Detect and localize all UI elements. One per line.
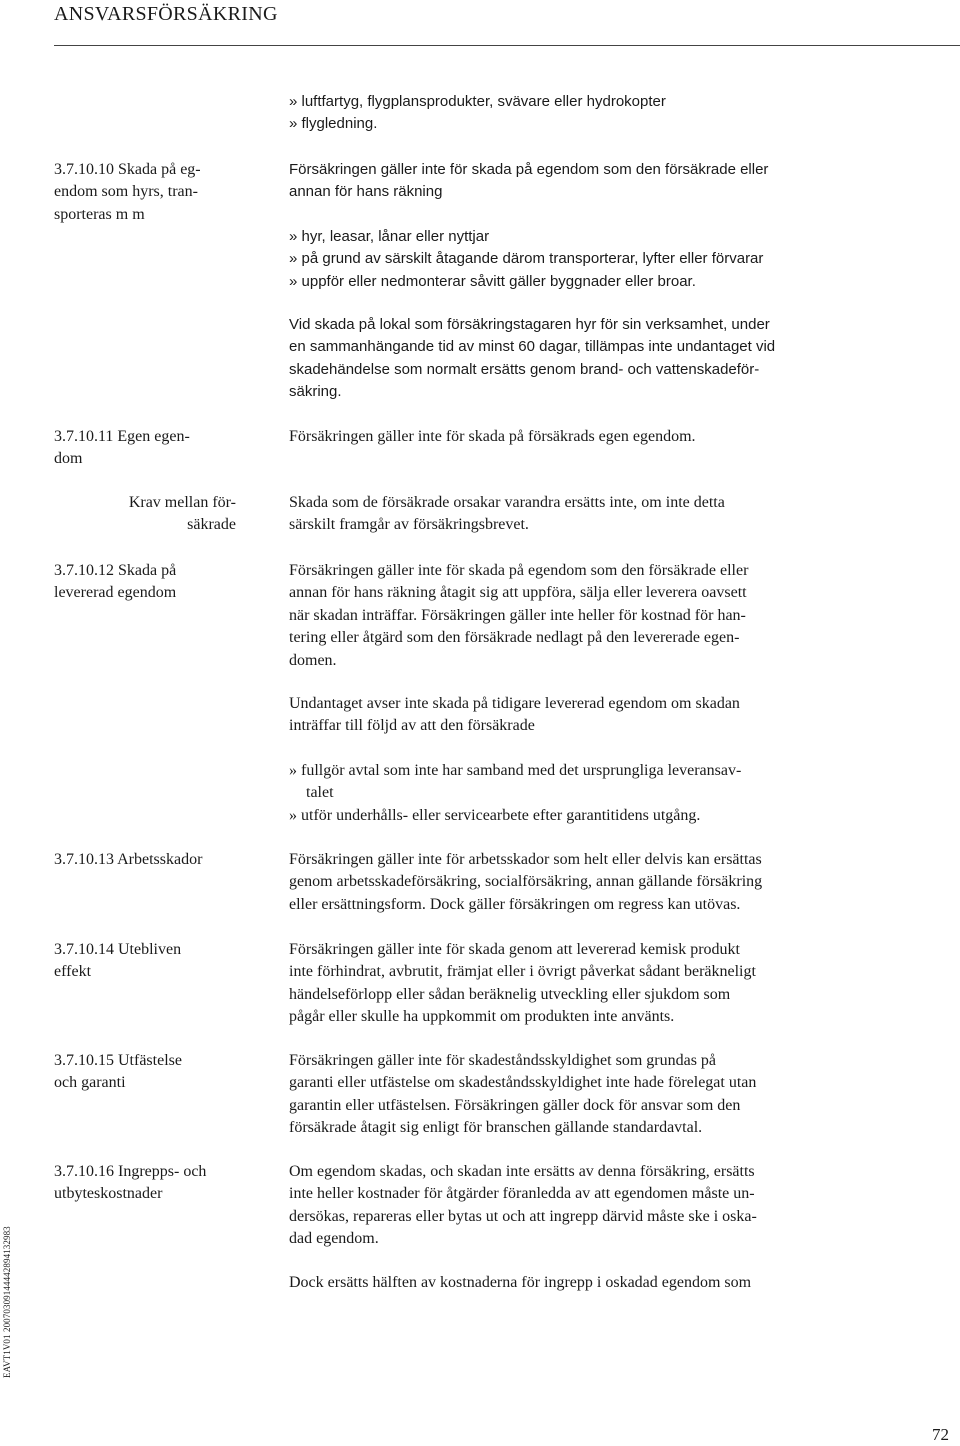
text-line: domen. [289,651,337,669]
heading-line: 3.7.10.12 Skada på [54,562,177,579]
text-line: säkring. [289,383,342,401]
section-3-7-10-12-paragraph [289,560,849,672]
heading-line: utbyteskostnader [54,1185,163,1203]
header-divider [54,45,960,46]
list-item: » uppför eller nedmonterar såvitt gäller byggnader eller broar. [289,272,696,290]
text-line: genom arbetsskadeförsäkring, socialförsäkring, annan gällande försäkring [289,873,763,891]
section-3-7-10-13-paragraph [289,849,849,916]
text-line: inte heller kostnader för åtgärder föranledda av att egendomen måste un- [289,1185,755,1203]
list-item: » fullgör avtal som inte har samband med det ursprungliga leveransav- [289,762,742,779]
section-3-7-10-10-exception-paragraph [289,314,849,404]
text-line: garantin eller utfästelsen. Försäkringen gäller dock för ansvar som den [289,1096,741,1114]
text-line: Försäkringen gäller inte för skadeståndsskyldighet som grundas på [289,1052,717,1069]
section-3-7-10-11-paragraph [289,426,849,448]
section-3-7-10-16-paragraph [289,1161,849,1251]
heading-line: 3.7.10.10 Skada på eg- [54,161,201,178]
heading-line: dom [54,450,83,468]
text-line: händelseförlopp eller sådan beräknelig utveckling eller sjukdom som [289,985,731,1003]
text-line: Vid skada på lokal som försäkringstagaren hyr för sin verksamhet, under [289,316,770,333]
heading-line: säkrade [187,516,236,534]
section-heading-3-7-10-12 [54,560,254,605]
document-code: EAVT1V01 20070309144442894132983 [2,1226,12,1378]
text-line: Skada som de försäkrade orsakar varandra ersätts inte, om inte detta [289,494,725,511]
text-line: när skadan inträffar. Försäkringen gäller inte heller för kostnad för han- [289,606,746,624]
text-line: Om egendom skadas, och skadan inte ersätts av denna försäkring, ersätts [289,1163,755,1180]
text-line: försäkrade åtagit sig enligt för branschen gällande standardavtal. [289,1119,703,1137]
text-line: Dock ersätts hälften av kostnaderna för ingrepp i oskadad egendom som [289,1274,752,1291]
list-item-continuation: talet [306,784,334,802]
heading-line: levererad egendom [54,584,177,602]
text-line: pågår eller skulle ha uppkommit om produkten inte använts. [289,1008,675,1026]
heading-line: Krav mellan för- [128,494,236,511]
text-line: garanti eller utfästelse om skadeståndsskyldighet inte hade förelegat utan [289,1074,757,1092]
section-3-7-10-16-second-paragraph [289,1272,849,1294]
text-line: Undantaget avser inte skada på tidigare levererad egendom om skadan [289,695,740,712]
section-heading-3-7-10-11 [54,426,254,471]
text-line: dersökas, repareras eller bytas ut och att ingrepp därvid måste ske i oska- [289,1207,757,1225]
list-item: » flygledning. [289,115,378,133]
section-3-7-10-12-exception-paragraph [289,693,849,738]
heading-line: endom som hyrs, tran- [54,183,198,201]
section-heading-3-7-10-14 [54,939,254,984]
text-line: annan för hans räkning åtagit sig att uppföra, sälja eller leverera oavsett [289,584,747,602]
section-3-7-10-10-paragraph [289,159,849,204]
section-heading-3-7-10-16 [54,1161,254,1206]
list-item: » på grund av särskilt åtagande därom transporterar, lyfter eller förvarar [289,250,764,268]
heading-line: 3.7.10.16 Ingrepps- och [54,1163,207,1180]
text-line: Försäkringen gäller inte för skada på försäkrads egen egendom. [289,428,696,445]
section-3-7-10-12-bullet-list [289,760,849,827]
text-line: en sammanhängande tid av minst 60 dagar, tillämpas inte undantaget vid [289,338,776,356]
subsection-heading-krav-mellan-forsakrade [54,492,236,537]
heading-line: 3.7.10.15 Utfästelse [54,1052,182,1069]
heading-line: 3.7.10.13 Arbetsskador [54,851,203,868]
text-line: skadehändelse som normalt ersätts genom brand- och vattenskadeför- [289,360,760,378]
text-line: Försäkringen gäller inte för arbetsskador som helt eller delvis kan ersättas [289,851,762,868]
section-3-7-10-14-paragraph [289,939,849,1029]
text-line: annan för hans räkning [289,183,443,201]
section-heading-3-7-10-10 [54,159,254,226]
intro-bullet-list [289,91,849,136]
text-line: eller ersättningsform. Dock gäller försäkringen om regress kan utövas. [289,895,741,913]
list-item: » utför underhålls- eller servicearbete efter garantitidens utgång. [289,806,701,824]
heading-line: och garanti [54,1074,126,1092]
list-item: » hyr, leasar, lånar eller nyttjar [289,228,490,245]
heading-line: 3.7.10.14 Utebliven [54,941,182,958]
subsection-krav-mellan-forsakrade-paragraph [289,492,849,537]
heading-line: sporteras m m [54,205,145,223]
section-3-7-10-15-paragraph [289,1050,849,1140]
text-line: inträffar till följd av att den försäkrade [289,717,535,735]
text-line: inte förhindrat, avbrutit, främjat eller i övrigt påverkat sådant beräkneligt [289,963,756,981]
page-number: 72 [932,1425,949,1444]
text-line: tering eller åtgärd som den försäkrade nedlagt på den levererade egen- [289,629,740,647]
text-line: Försäkringen gäller inte för skada på egendom som den försäkrade eller [289,161,769,178]
text-line: Försäkringen gäller inte för skada genom att levererad kemisk produkt [289,941,740,958]
page-title: ANSVARSFÖRSÄKRING [54,3,278,25]
section-heading-3-7-10-15 [54,1050,254,1095]
section-3-7-10-10-bullet-list [289,226,849,293]
text-line: särskilt framgår av försäkringsbrevet. [289,516,529,534]
text-line: Försäkringen gäller inte för skada på egendom som den försäkrade eller [289,562,749,579]
list-item: » luftfartyg, flygplansprodukter, svävare eller hydrokopter [289,93,666,110]
heading-line: effekt [54,963,92,981]
text-line: dad egendom. [289,1230,379,1248]
heading-line: 3.7.10.11 Egen egen- [54,428,190,445]
section-heading-3-7-10-13 [54,849,254,871]
